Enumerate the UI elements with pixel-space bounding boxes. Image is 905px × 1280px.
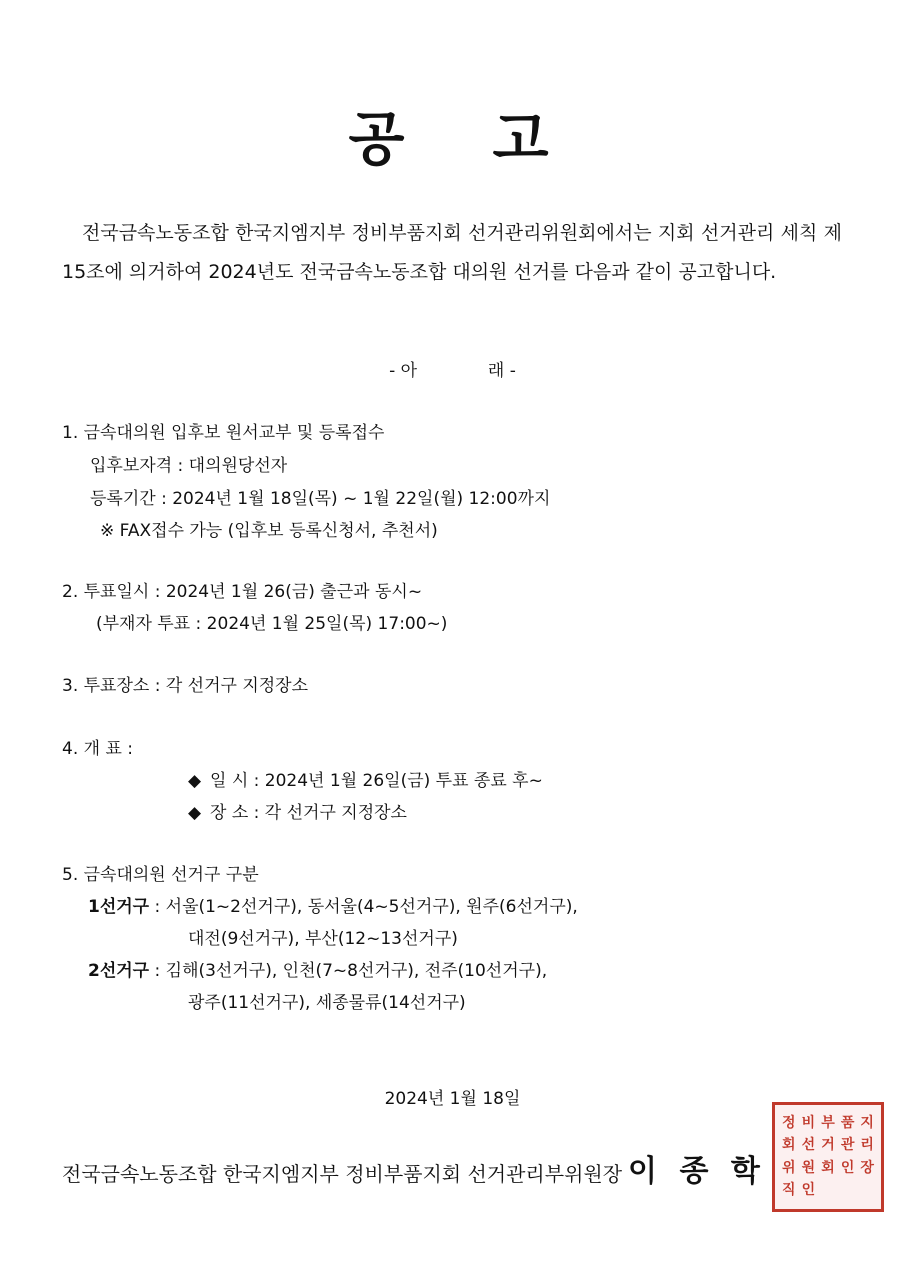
title-char-2: 고 [492, 105, 557, 173]
seal-glyph: 거 [821, 1137, 835, 1154]
intro-paragraph: 전국금속노동조합 한국지엠지부 정비부품지회 선거관리위원회에서는 지회 선거관리 세칙 제15조에 의거하여 2024년도 전국금속노동조합 대의원 선거를 다음과 같이 공고합니다. [62, 222, 842, 283]
seal-glyph: 직 [782, 1182, 796, 1199]
district-1-line-1 [88, 892, 578, 917]
district-1-text-1: : 서울(1~2선거구), 동서울(4~5선거구), 원주(6선거구), [149, 897, 578, 917]
section-1-title: 1. 금속대의원 입후보 원서교부 및 등록접수 [62, 423, 385, 443]
section-4-date [188, 766, 543, 791]
seal-glyph: 인 [801, 1182, 816, 1199]
official-seal-stamp [772, 1102, 884, 1212]
page-title [0, 92, 905, 176]
section-2-title: 2. 투표일시 : 2024년 1월 26(금) 출근과 동시~ [62, 582, 423, 602]
seal-glyph: 부 [821, 1114, 835, 1131]
ahrae-left: - 아 [389, 361, 418, 381]
diamond-bullet-icon: ◆ [188, 803, 202, 823]
seal-glyph: 리 [860, 1137, 874, 1154]
signer-name: 이 종 학 [628, 1154, 766, 1189]
seal-glyph: 정 [782, 1114, 796, 1131]
district-2-line-2: 광주(11선거구), 세종물류(14선거구) [188, 993, 466, 1013]
signature-org: 전국금속노동조합 한국지엠지부 정비부품지회 선거관리부위원장 [62, 1162, 623, 1186]
section-4-place-text: 장 소 : 각 선거구 지정장소 [210, 803, 407, 823]
section-2-absentee: (부재자 투표 : 2024년 1월 25일(목) 17:00~) [96, 614, 448, 634]
section-4-date-text: 일 시 : 2024년 1월 26일(금) 투표 종료 후~ [210, 771, 543, 791]
ahrae-right: 래 - [487, 361, 516, 381]
seal-glyph: 인 [840, 1159, 855, 1176]
diamond-bullet-icon: ◆ [188, 771, 202, 791]
district-2-text-1: : 김해(3선거구), 인천(7~8선거구), 전주(10선거구), [149, 961, 548, 981]
section-1-qualification: 입후보자격 : 대의원당선자 [90, 456, 288, 476]
notice-date: 2024년 1월 18일 [384, 1089, 521, 1109]
title-char-1: 공 [348, 105, 413, 173]
seal-glyph: 품 [840, 1114, 855, 1131]
district-2-label: 2선거구 [88, 961, 150, 981]
section-4-title: 4. 개 표 : [62, 739, 134, 759]
seal-glyph: 비 [801, 1114, 816, 1131]
district-1-line-2: 대전(9선거구), 부산(12~13선거구) [188, 929, 458, 949]
ahrae-heading [0, 356, 905, 381]
seal-glyph: 지 [860, 1114, 874, 1131]
district-1-label: 1선거구 [88, 897, 150, 917]
seal-glyph: 위 [782, 1159, 796, 1176]
section-1-fax-note: ※ FAX접수 가능 (입후보 등록신청서, 추천서) [100, 521, 438, 541]
seal-glyph: 선 [801, 1137, 816, 1154]
seal-glyph: 회 [821, 1159, 835, 1176]
section-5-title: 5. 금속대의원 선거구 구분 [62, 865, 259, 885]
section-3-title: 3. 투표장소 : 각 선거구 지정장소 [62, 676, 309, 696]
seal-glyph: 회 [782, 1137, 796, 1154]
seal-glyph: 관 [840, 1137, 855, 1154]
district-2-line-1 [88, 956, 547, 981]
seal-glyph: 장 [860, 1159, 874, 1176]
section-1-period: 등록기간 : 2024년 1월 18일(목) ~ 1월 22일(월) 12:00까지 [90, 489, 551, 509]
seal-glyph: 원 [801, 1159, 816, 1176]
section-4-place [188, 798, 407, 823]
signature-line [62, 1146, 766, 1190]
